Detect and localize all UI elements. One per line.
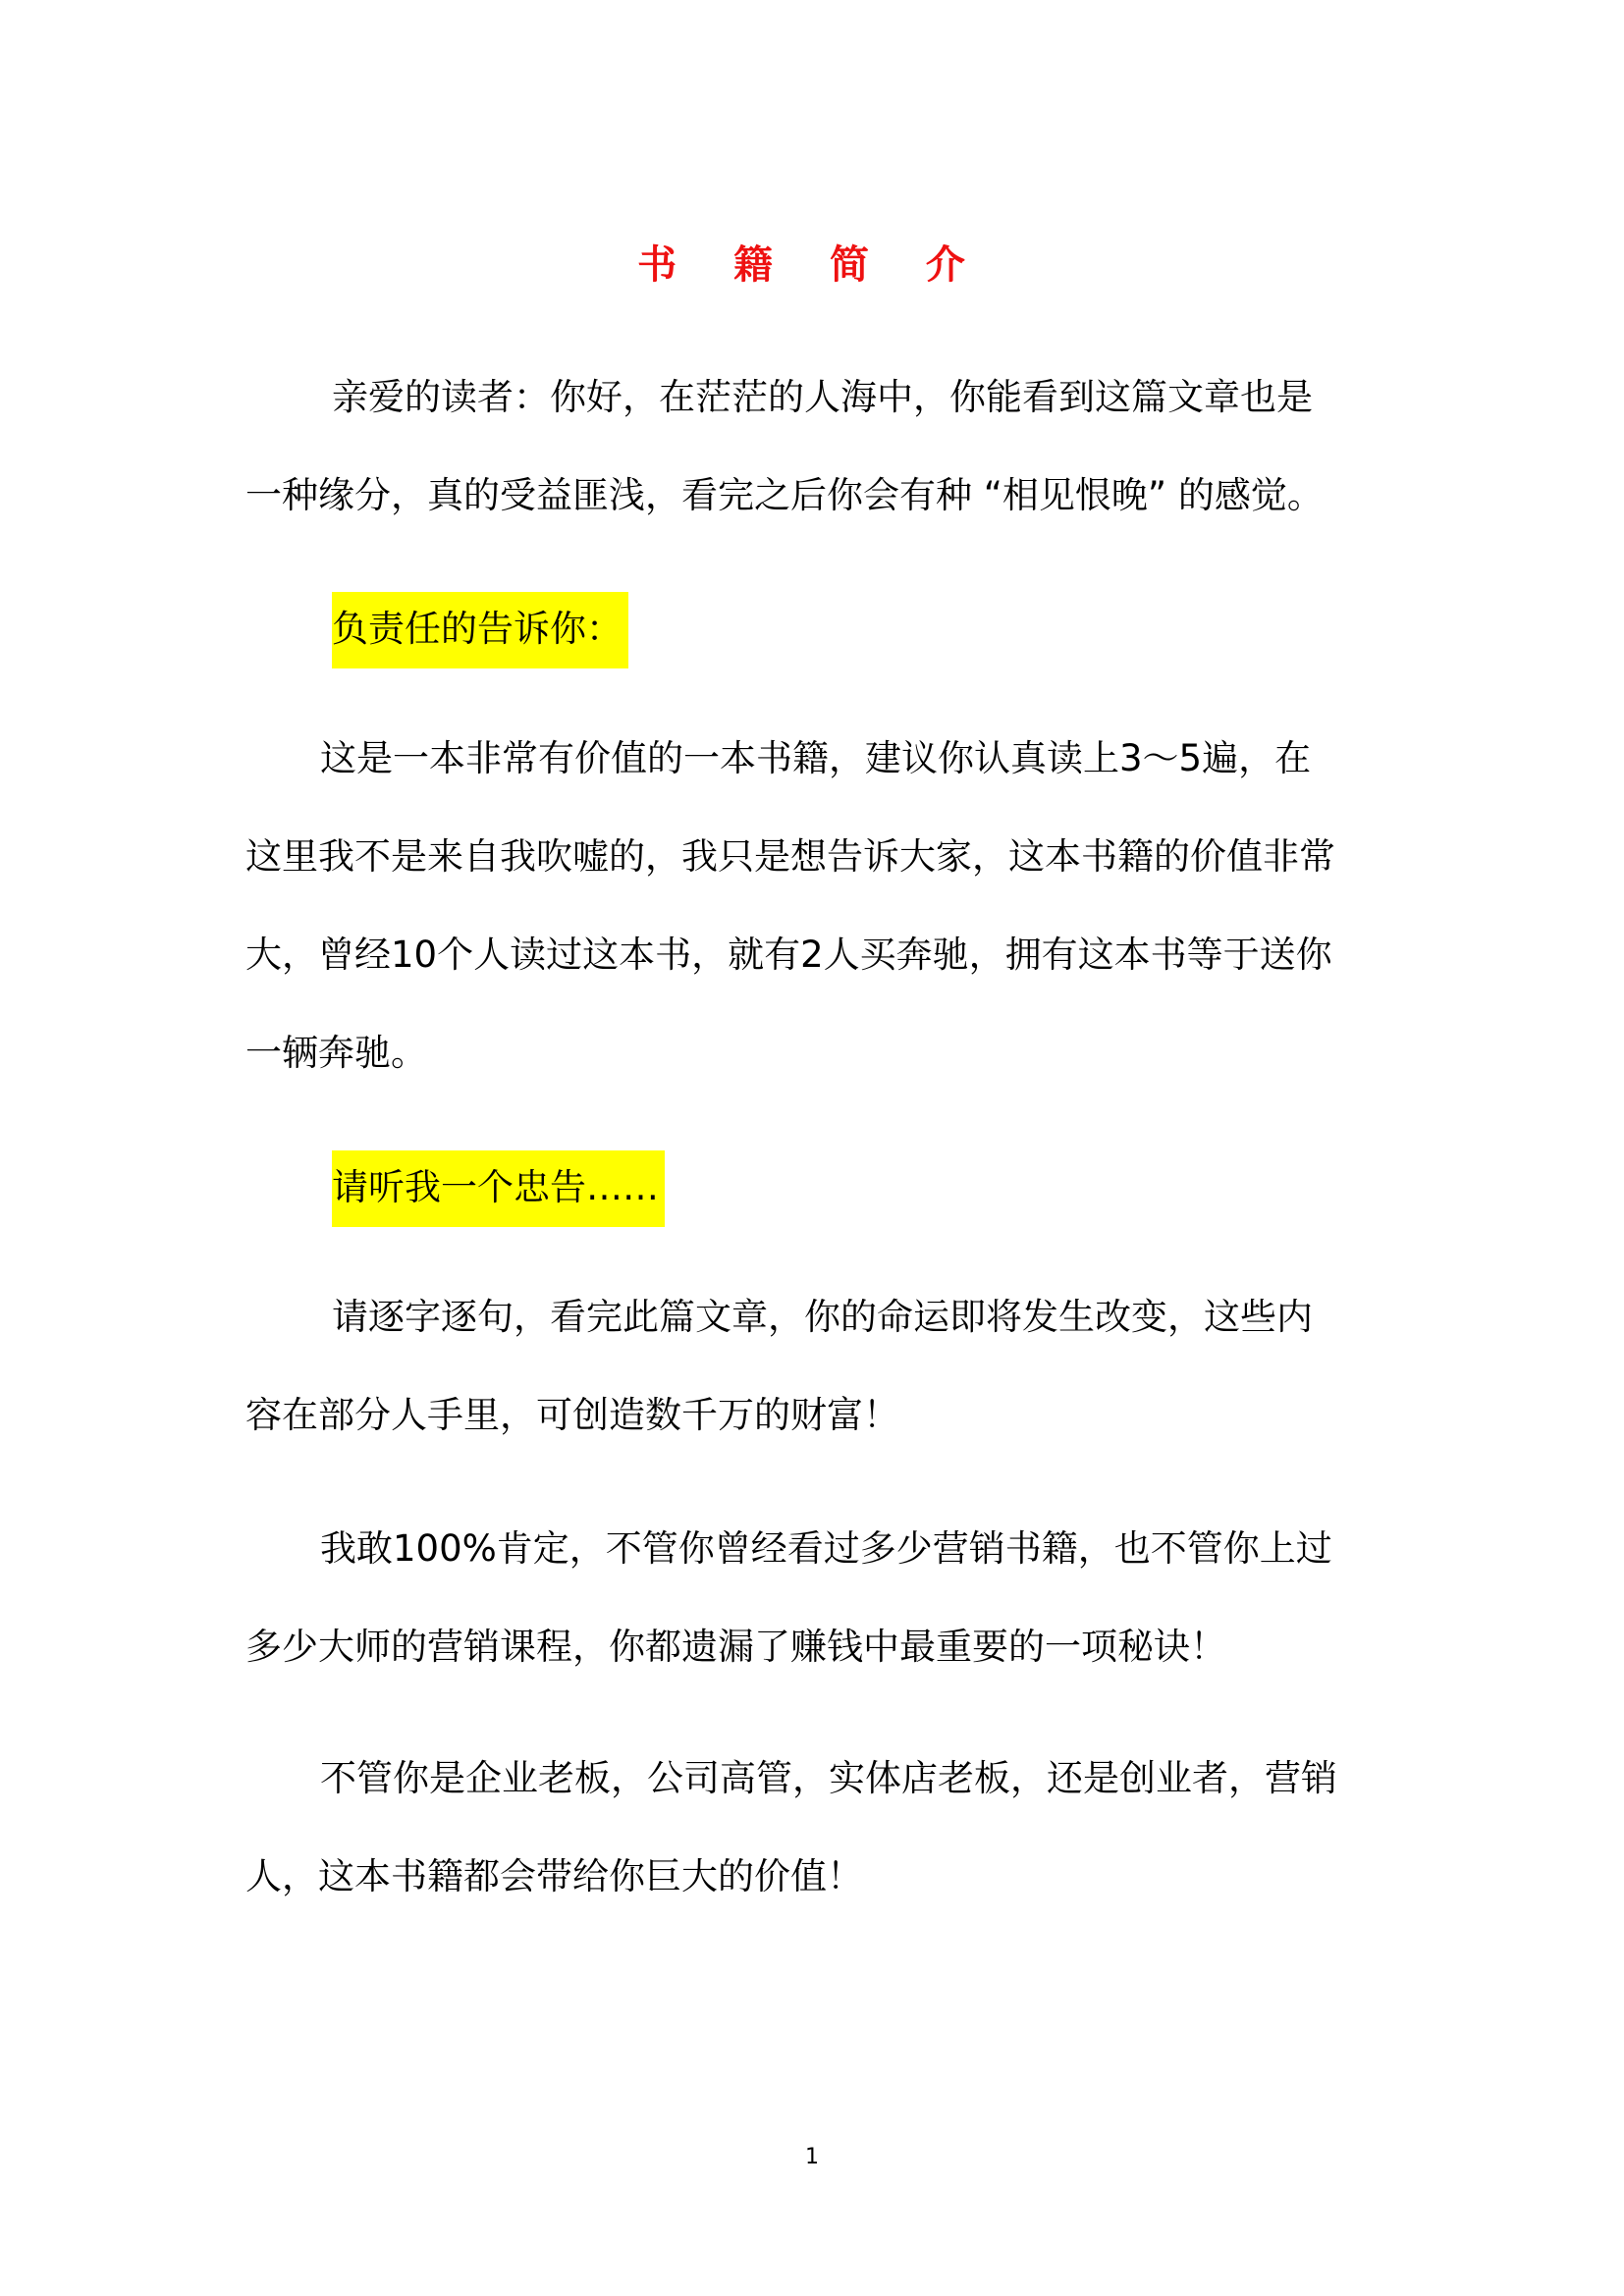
paragraph-1-line-1: 亲爱的读者：你好，在茫茫的人海中，你能看到这篇文章也是 [332, 376, 1313, 418]
highlighted-heading-responsible [332, 592, 628, 668]
highlight-text: 请听我一个忠告…… [332, 1150, 665, 1227]
paragraph-5-line-1: 请逐字逐句，看完此篇文章，你的命运即将发生改变，这些内 [332, 1296, 1313, 1338]
paragraph-3-line-1: 这是一本非常有价值的一本书籍，建议你认真读上3～5遍，在 [320, 737, 1312, 779]
paragraph-6-line-2: 多少大师的营销课程，你都遗漏了赚钱中最重要的一项秘诀！ [245, 1626, 1226, 1668]
paragraph-7-line-1: 不管你是企业老板，公司高管，实体店老板，还是创业者，营销 [320, 1757, 1337, 1799]
highlight-text: 负责任的告诉你： [332, 592, 628, 668]
page-title: 书 籍 简 介 [637, 242, 987, 288]
paragraph-3-line-4: 一辆奔驰。 [245, 1032, 427, 1074]
highlighted-heading-advice [332, 1150, 665, 1227]
paragraph-7-line-2: 人，这本书籍都会带给你巨大的价值！ [245, 1855, 863, 1897]
page-number: 1 [805, 2145, 819, 2169]
paragraph-5-line-2: 容在部分人手里，可创造数千万的财富！ [245, 1394, 899, 1436]
paragraph-3-line-3: 大，曾经10个人读过这本书，就有2人买奔驰，拥有这本书等于送你 [245, 934, 1332, 976]
paragraph-6-line-1: 我敢100%肯定，不管你曾经看过多少营销书籍，也不管你上过 [320, 1527, 1332, 1570]
paragraph-1-line-2: 一种缘分，真的受益匪浅，看完之后你会有种 “相见恨晚” 的感觉。 [245, 474, 1324, 516]
paragraph-3-line-2: 这里我不是来自我吹嘘的，我只是想告诉大家，这本书籍的价值非常 [245, 835, 1335, 878]
